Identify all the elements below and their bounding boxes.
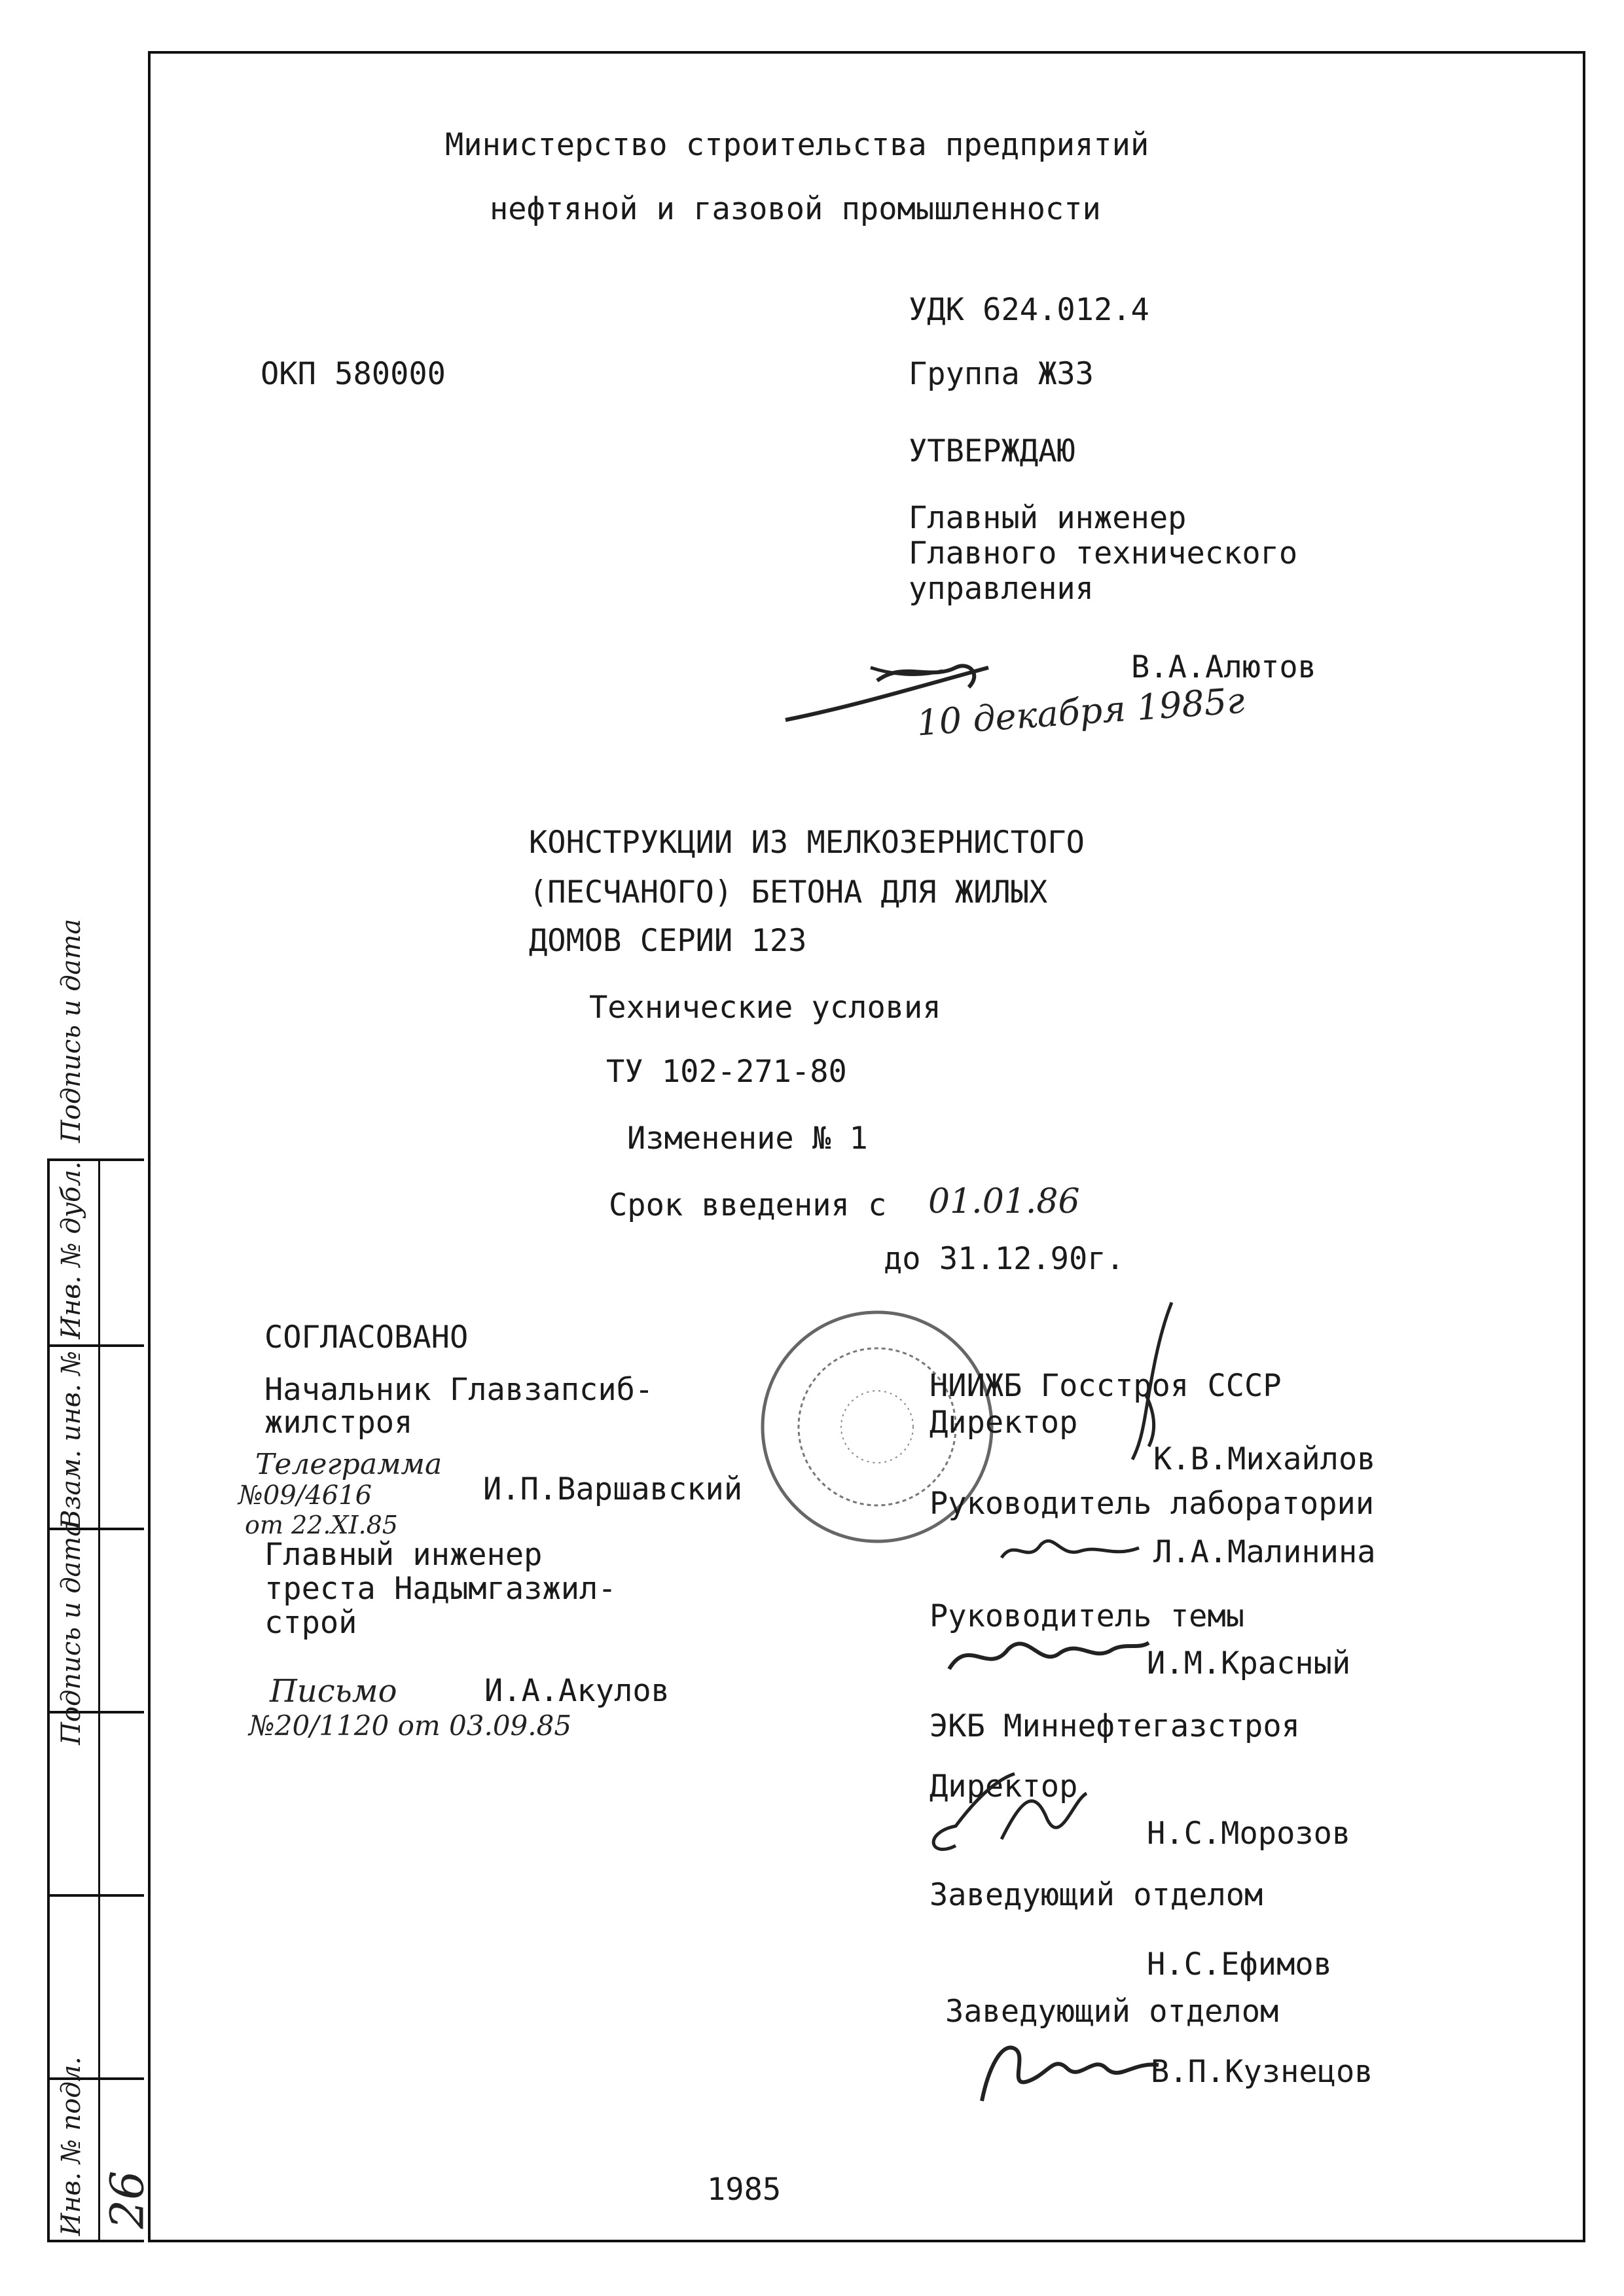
strip-handwritten-number: 26 [100, 2170, 154, 2229]
right-role: Директор [929, 1768, 1078, 1804]
right-name: Н.С.Морозов [1147, 1816, 1351, 1852]
right-name: И.М.Красный [1147, 1645, 1351, 1681]
agreed-position-line: Главный инженер [264, 1537, 543, 1573]
group-code: Группа Ж33 [909, 356, 1094, 392]
term-from-handwritten: 01.01.86 [928, 1182, 1080, 1221]
telegram-note-line: от 22.XI.85 [245, 1511, 398, 1539]
right-role: Руководитель лаборатории [929, 1486, 1375, 1522]
strip-label-sign-date-2: Подпись и дата [56, 1520, 86, 1745]
approval-position-line: управления [909, 571, 1094, 607]
strip-divider [50, 1344, 144, 1347]
letter-note-line: №20/1120 от 03.09.85 [249, 1710, 572, 1742]
document-year: 1985 [707, 2172, 782, 2208]
right-role: Директор [929, 1405, 1078, 1441]
right-name: В.П.Кузнецов [1151, 2054, 1373, 2090]
dept-head-signature [969, 2029, 1165, 2121]
agreed-position-line: треста Надымгазжил- [264, 1571, 617, 1607]
change-number: Изменение № 1 [627, 1121, 868, 1157]
topic-head-signature [943, 1623, 1152, 1695]
right-org: НИИЖБ Госстроя СССР [929, 1368, 1282, 1404]
strip-label-inv-podl: Инв. № подл. [56, 2056, 86, 2236]
approval-handwritten-date: 10 декабря 1985г [915, 679, 1246, 744]
ministry-line-2: нефтяной и газовой промышленности [490, 191, 1101, 227]
strip-label-dubl: Инв. № дубл. [56, 1161, 86, 1339]
strip-divider [50, 1894, 144, 1897]
strip-label-vzam: Взам. инв. № [56, 1350, 86, 1529]
title-line: ДОМОВ СЕРИИ 123 [529, 923, 807, 959]
telegram-note-line: Телеграмма [255, 1448, 442, 1481]
right-role: Руководитель темы [929, 1598, 1245, 1634]
agreed-position-line: строй [264, 1605, 357, 1641]
agreed-heading: СОГЛАСОВАНО [264, 1319, 469, 1355]
agreed-position-line: жилстроя [264, 1405, 413, 1441]
approval-heading: УТВЕРЖДАЮ [909, 433, 1075, 469]
letter-note-line: Письмо [270, 1673, 397, 1710]
title-line: (ПЕСЧАНОГО) БЕТОНА ДЛЯ ЖИЛЫХ [529, 874, 1048, 910]
ministry-line-1: Министерство строительства предприятий [445, 127, 1149, 163]
strip-label-sign-date: Подпись и дата [56, 918, 86, 1143]
doc-type: Технические условия [589, 990, 941, 1026]
right-role: Заведующий отделом [929, 1877, 1263, 1913]
lab-head-signature [995, 1518, 1146, 1577]
right-role: Заведующий отделом [945, 1994, 1279, 2030]
ekb-director-signature [916, 1761, 1152, 1872]
agreed-name: И.А.Акулов [484, 1673, 670, 1709]
title-line: КОНСТРУКЦИИ ИЗ МЕЛКОЗЕРНИСТОГО [529, 825, 1085, 861]
telegram-note-line: №09/4616 [238, 1480, 372, 1511]
right-name: Л.А.Малинина [1153, 1534, 1376, 1570]
okp-code: ОКП 580000 [261, 356, 446, 392]
term-to: до 31.12.90г. [884, 1241, 1125, 1277]
approval-name: В.А.Алютов [1131, 649, 1316, 685]
approval-position-line: Главного технического [909, 535, 1298, 571]
agreed-name: И.П.Варшавский [483, 1471, 743, 1507]
right-name: Н.С.Ефимов [1147, 1946, 1332, 1982]
udk-code: УДК 624.012.4 [909, 292, 1149, 328]
right-name: К.В.Михайлов [1153, 1441, 1376, 1477]
term-label: Срок введения с [609, 1187, 887, 1223]
director-signature [1113, 1296, 1191, 1466]
right-org: ЭКБ Миннефтегазстроя [929, 1708, 1300, 1744]
agreed-position-line: Начальник Главзапсиб- [264, 1372, 654, 1408]
approval-position-line: Главный инженер [909, 500, 1187, 536]
doc-code: ТУ 102-271-80 [606, 1054, 847, 1090]
